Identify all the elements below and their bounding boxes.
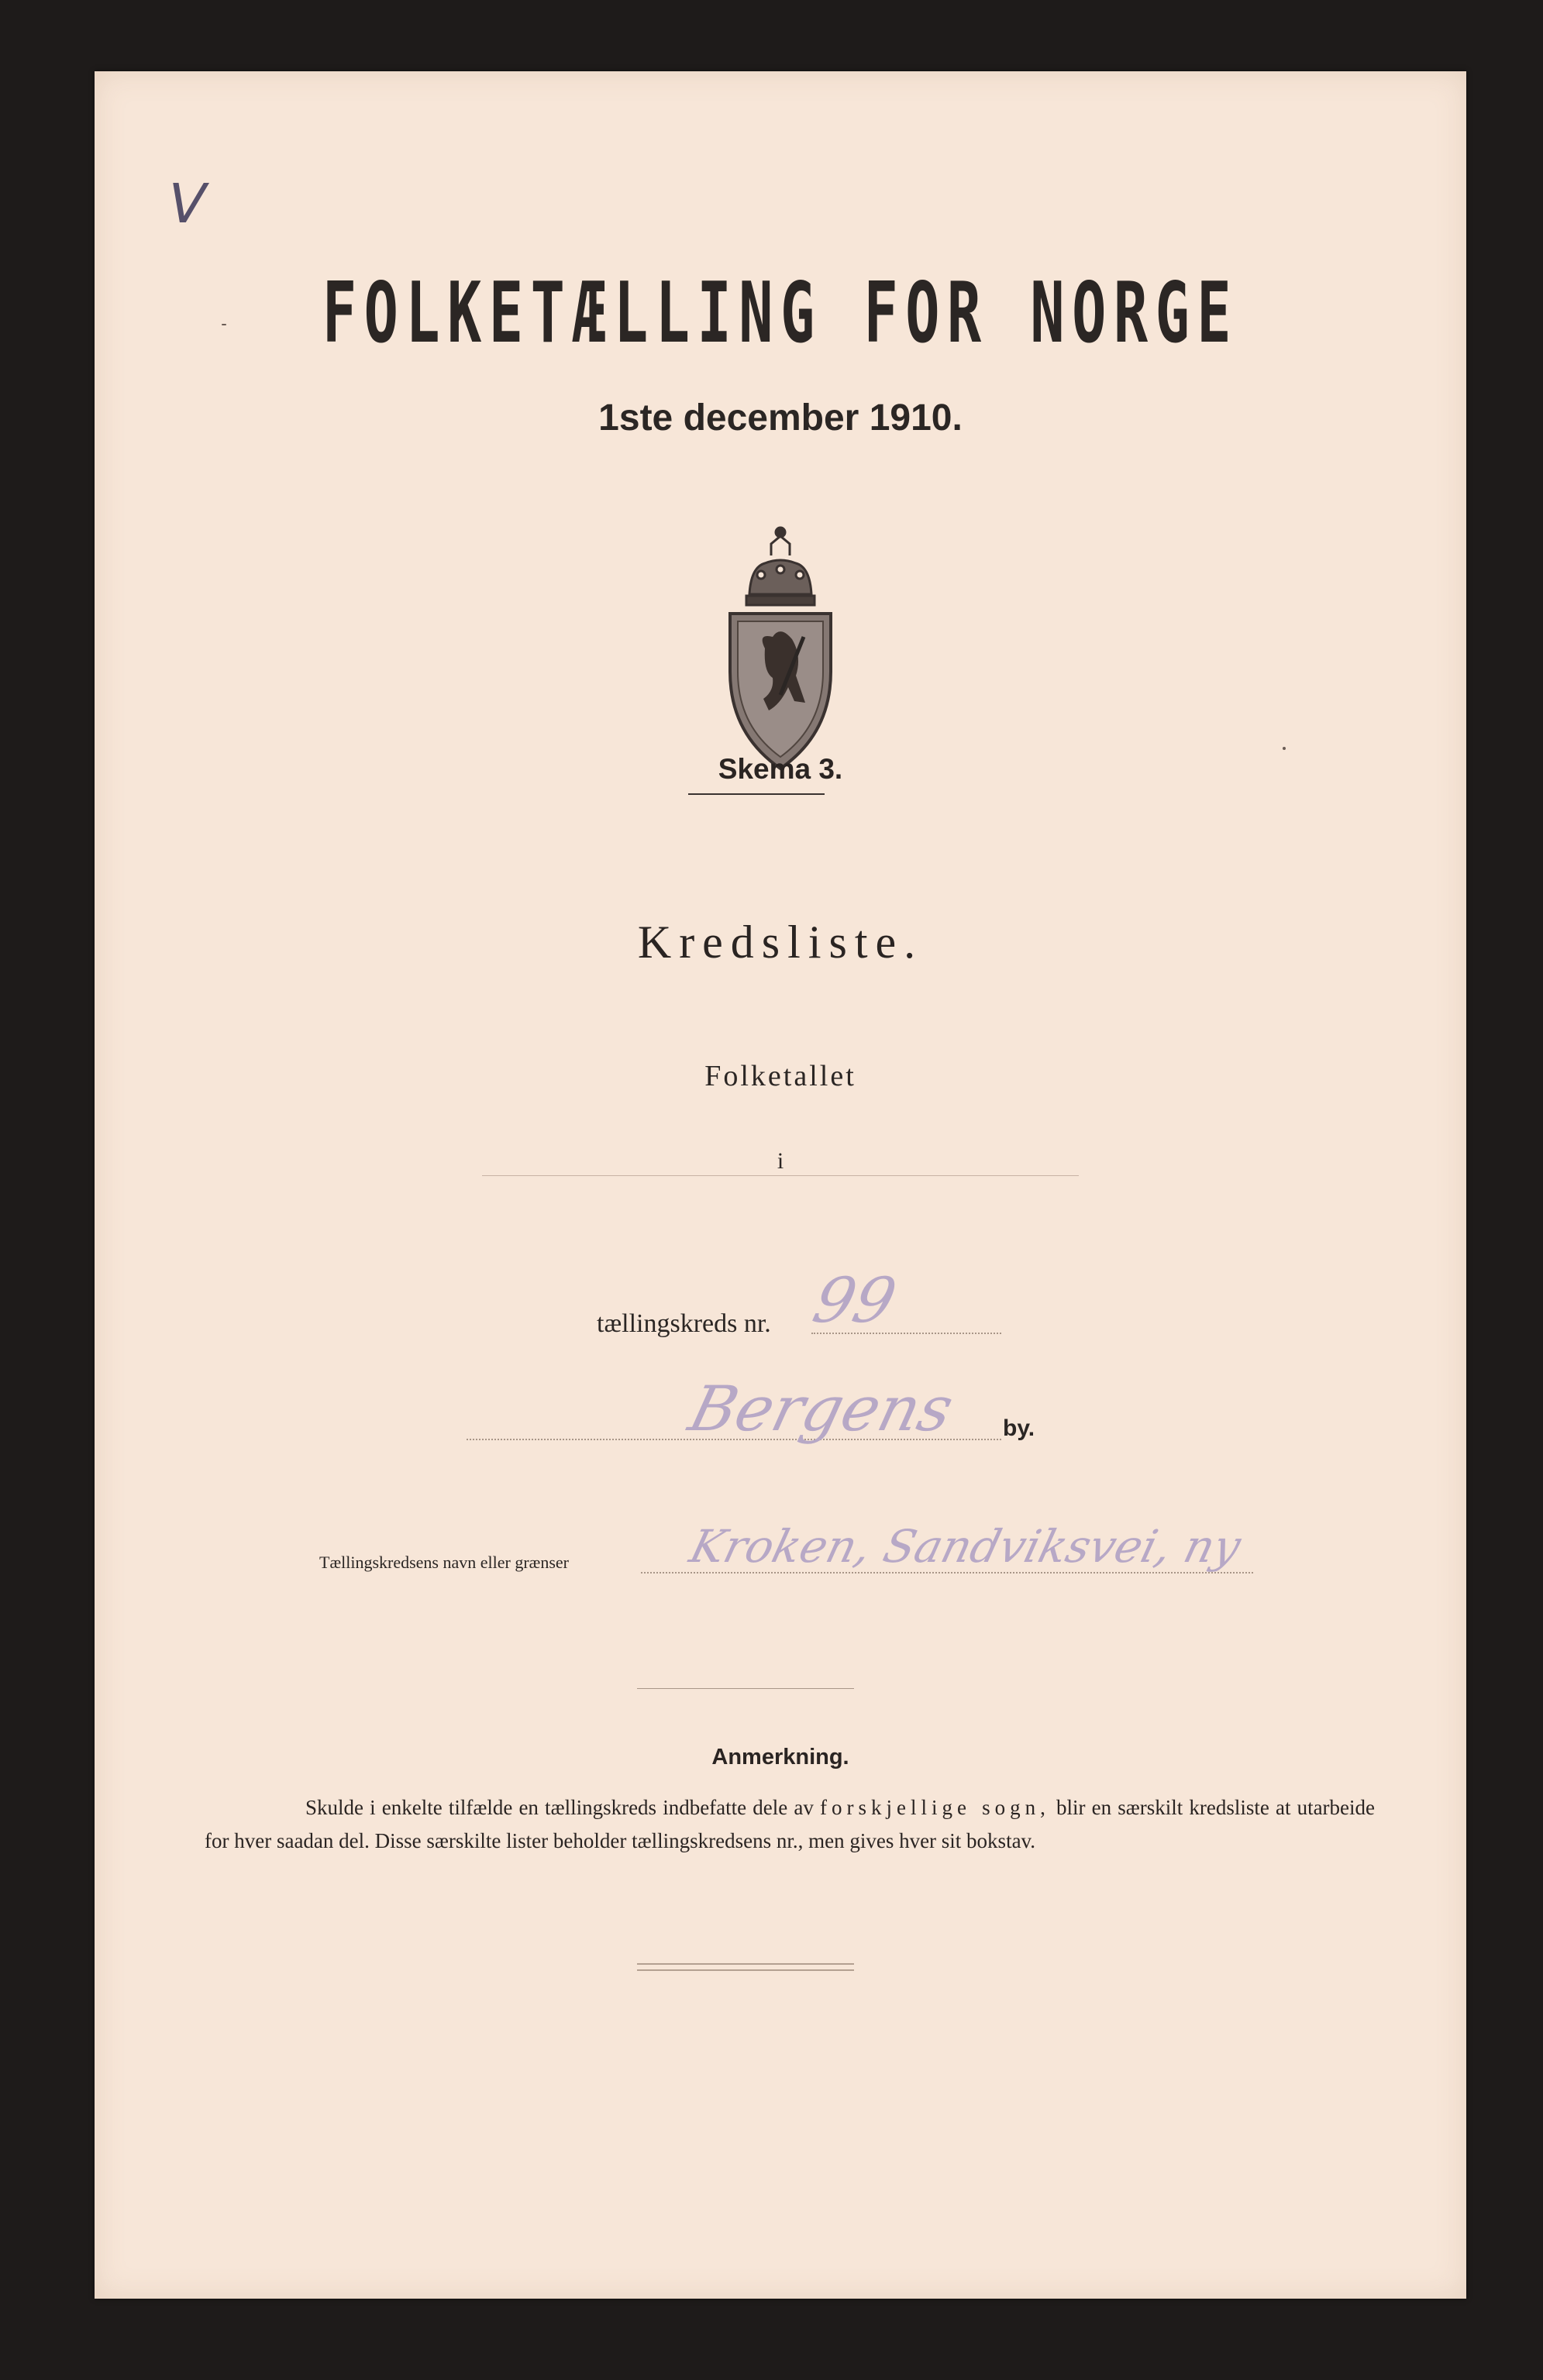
preposition-i: i [777, 1148, 784, 1174]
city-value: Bergens [682, 1373, 961, 1445]
note-title: Anmerkning. [711, 1745, 849, 1770]
margin-check-mark: V [161, 172, 212, 236]
note-text-spaced: forskjellige sogn, [819, 1796, 1050, 1819]
faint-rule [482, 1175, 1079, 1176]
census-date: 1ste december 1910. [598, 397, 963, 439]
note-text-part-b: blir en særskilt kredsliste at utarbeide for hver saadan del. Disse særskilte lister beholder tællingskredsens nr., men gives hver sit bokstav. [205, 1796, 1376, 1852]
ink-speck [1283, 747, 1286, 750]
closing-rule-top [637, 1963, 854, 1965]
schema-number: Skema 3. [718, 753, 843, 785]
short-rule [637, 1688, 854, 1689]
city-suffix: by. [1003, 1415, 1035, 1441]
note-text-part-a: Skulde i enkelte tilfælde en tællingskreds indbefatte dele av [305, 1796, 814, 1819]
district-name-value: Kroken, Sandviksvei, ny [684, 1520, 1246, 1573]
note-paragraph [205, 1791, 1375, 1858]
form-heading: Kredsliste. [637, 917, 924, 968]
form-title: FOLKETÆLLING FOR NORGE [322, 265, 1239, 362]
district-number-value: 99 [806, 1264, 904, 1336]
schema-underline [688, 793, 825, 795]
census-form-page [95, 71, 1466, 2299]
district-number-label: tællingskreds nr. [597, 1309, 771, 1338]
norwegian-coat-of-arms-icon [703, 501, 858, 780]
ink-speck [222, 324, 226, 325]
district-name-label: Tællingskredsens navn eller grænser [319, 1553, 569, 1572]
form-subheading: Folketallet [704, 1060, 856, 1092]
closing-rule-bottom [637, 1969, 854, 1971]
